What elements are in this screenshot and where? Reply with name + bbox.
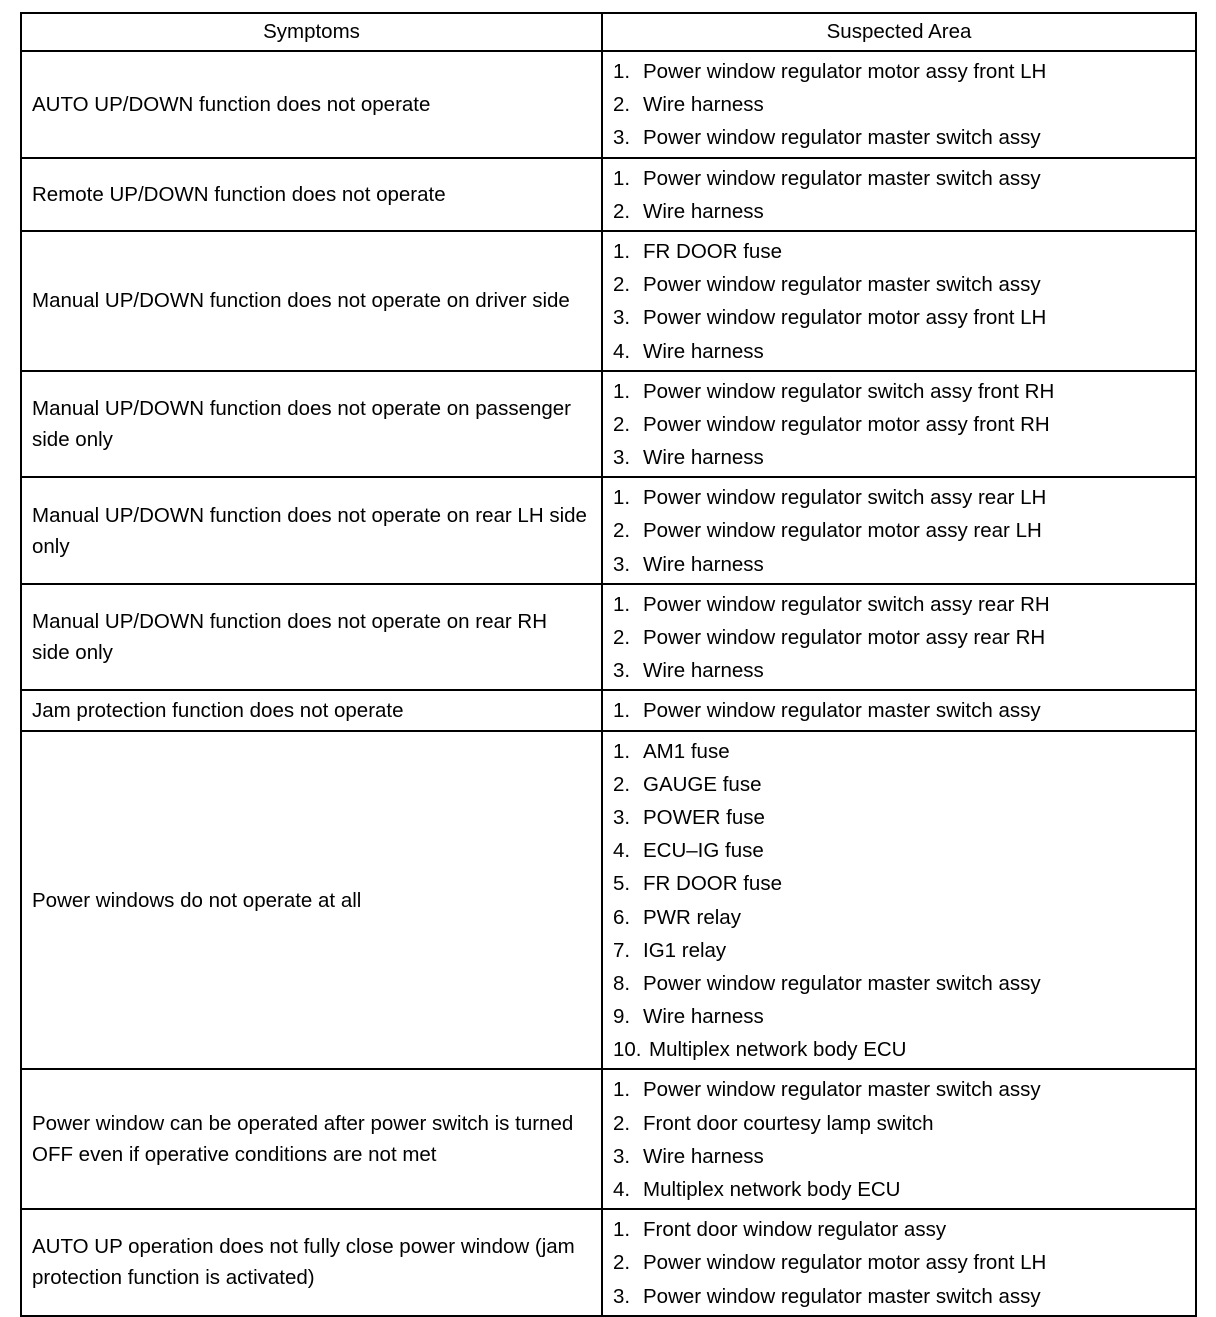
list-item	[613, 1107, 1195, 1140]
list-item-text: FR DOOR fuse	[643, 872, 782, 896]
list-item-number: 1.	[613, 486, 631, 510]
list-item-text: Power window regulator motor assy rear LH	[643, 519, 1042, 543]
list-item	[613, 654, 1195, 687]
list-item-number: 1.	[613, 699, 631, 723]
symptoms-table	[20, 12, 1197, 1317]
list-item-text: Wire harness	[643, 446, 764, 470]
suspected-area-list	[603, 52, 1195, 157]
list-item-text: AM1 fuse	[643, 739, 730, 763]
table-row	[21, 231, 1196, 371]
list-item	[613, 514, 1195, 547]
list-item-text: Wire harness	[643, 1144, 764, 1168]
list-item-number: 3.	[613, 1144, 631, 1168]
list-item-text: GAUGE fuse	[643, 772, 762, 796]
list-item-number: 7.	[613, 938, 631, 962]
list-item	[613, 1140, 1195, 1173]
list-item	[613, 967, 1195, 1000]
header-suspected-area: Suspected Area	[602, 13, 1196, 51]
list-item-text: Multiplex network body ECU	[643, 1178, 901, 1201]
list-item	[613, 934, 1195, 967]
list-item-text: Power window regulator motor assy front RH	[643, 412, 1050, 436]
symptom-cell: Manual UP/DOWN function does not operate on rear RH side only	[21, 584, 602, 691]
suspected-area-cell	[602, 231, 1196, 371]
list-item-text: IG1 relay	[643, 938, 727, 962]
list-item-number: 1.	[613, 166, 631, 190]
suspected-area-list	[603, 232, 1195, 370]
list-item	[613, 162, 1195, 195]
list-item	[613, 335, 1195, 368]
list-item	[613, 1033, 1195, 1066]
table-row	[21, 1069, 1196, 1209]
list-item-number: 3.	[613, 1284, 631, 1308]
list-item	[613, 694, 1195, 727]
list-item-text: Power window regulator motor assy front LH	[643, 60, 1047, 83]
table-row	[21, 371, 1196, 478]
symptom-cell: AUTO UP/DOWN function does not operate	[21, 51, 602, 158]
list-item-number: 4.	[613, 1178, 631, 1201]
list-item	[613, 801, 1195, 834]
list-item-number: 3.	[613, 306, 631, 330]
suspected-area-list	[603, 585, 1195, 690]
list-item	[613, 301, 1195, 334]
list-item	[613, 481, 1195, 514]
list-item-number: 3.	[613, 552, 631, 576]
list-item-number: 2.	[613, 412, 631, 436]
list-item-number: 1.	[613, 60, 631, 83]
suspected-area-cell	[602, 1069, 1196, 1209]
table-row	[21, 158, 1196, 231]
list-item	[613, 88, 1195, 121]
list-item-text: Power window regulator master switch assy	[643, 971, 1041, 995]
suspected-area-cell	[602, 477, 1196, 584]
suspected-area-list	[603, 691, 1195, 729]
list-item-number: 2.	[613, 772, 631, 796]
list-item	[613, 768, 1195, 801]
list-item-number: 1.	[613, 239, 631, 263]
suspected-area-cell	[602, 584, 1196, 691]
list-item-text: Power window regulator motor assy front LH	[643, 306, 1047, 330]
list-item-text: POWER fuse	[643, 805, 765, 829]
list-item	[613, 588, 1195, 621]
list-item-number: 2.	[613, 519, 631, 543]
list-item-text: Front door window regulator assy	[643, 1218, 947, 1242]
list-item-text: Wire harness	[643, 552, 764, 576]
list-item-text: Front door courtesy lamp switch	[643, 1111, 934, 1135]
list-item-number: 8.	[613, 971, 631, 995]
list-item-text: Power window regulator master switch assy	[643, 1284, 1041, 1308]
table-row	[21, 584, 1196, 691]
list-item-number: 3.	[613, 446, 631, 470]
symptom-cell: Manual UP/DOWN function does not operate on rear LH side only	[21, 477, 602, 584]
list-item-number: 10.	[613, 1038, 642, 1062]
header-row	[21, 13, 1196, 51]
table-row	[21, 51, 1196, 158]
suspected-area-cell	[602, 731, 1196, 1070]
list-item	[613, 1213, 1195, 1246]
symptom-cell: Power windows do not operate at all	[21, 731, 602, 1070]
list-item	[613, 1073, 1195, 1106]
list-item	[613, 834, 1195, 867]
list-item	[613, 121, 1195, 154]
list-item	[613, 375, 1195, 408]
list-item-text: Wire harness	[643, 659, 764, 683]
list-item	[613, 1246, 1195, 1279]
list-item-number: 3.	[613, 126, 631, 150]
list-item-number: 2.	[613, 93, 631, 117]
list-item	[613, 235, 1195, 268]
list-item-number: 3.	[613, 659, 631, 683]
list-item	[613, 901, 1195, 934]
list-item-text: Power window regulator motor assy front LH	[643, 1251, 1047, 1275]
list-item-text: Power window regulator master switch assy	[643, 699, 1041, 723]
list-item-number: 2.	[613, 273, 631, 297]
list-item	[613, 1280, 1195, 1313]
list-item-text: Power window regulator master switch assy	[643, 126, 1041, 150]
list-item	[613, 1000, 1195, 1033]
list-item	[613, 268, 1195, 301]
list-item-number: 1.	[613, 1218, 631, 1242]
list-item-text: Multiplex network body ECU	[649, 1038, 907, 1062]
list-item	[613, 195, 1195, 228]
suspected-area-cell	[602, 371, 1196, 478]
symptom-cell: Remote UP/DOWN function does not operate	[21, 158, 602, 231]
list-item	[613, 1173, 1195, 1206]
list-item-text: Wire harness	[643, 93, 764, 117]
suspected-area-cell	[602, 690, 1196, 730]
list-item-number: 6.	[613, 905, 631, 929]
list-item	[613, 621, 1195, 654]
list-item	[613, 55, 1195, 88]
list-item-number: 2.	[613, 1111, 631, 1135]
list-item-text: FR DOOR fuse	[643, 239, 782, 263]
suspected-area-list	[603, 372, 1195, 477]
symptom-cell: Jam protection function does not operate	[21, 690, 602, 730]
table-row	[21, 690, 1196, 730]
list-item-number: 5.	[613, 872, 631, 896]
list-item-text: Power window regulator motor assy rear RH	[643, 626, 1046, 649]
symptom-cell: Power window can be operated after power switch is turned OFF even if operative conditions are not met	[21, 1069, 602, 1209]
suspected-area-list	[603, 1070, 1195, 1208]
suspected-area-list	[603, 1210, 1195, 1315]
list-item-number: 2.	[613, 1251, 631, 1275]
list-item-number: 1.	[613, 1078, 631, 1102]
list-item-number: 9.	[613, 1005, 631, 1029]
list-item-text: Power window regulator switch assy front RH	[643, 379, 1055, 403]
suspected-area-list	[603, 159, 1195, 230]
list-item-text: Wire harness	[643, 1005, 764, 1029]
symptom-cell: AUTO UP operation does not fully close power window (jam protection function is activated)	[21, 1209, 602, 1316]
table-row	[21, 477, 1196, 584]
list-item-number: 3.	[613, 805, 631, 829]
list-item-number: 2.	[613, 626, 631, 649]
suspected-area-cell	[602, 51, 1196, 158]
symptom-cell: Manual UP/DOWN function does not operate on driver side	[21, 231, 602, 371]
list-item	[613, 735, 1195, 768]
list-item-number: 1.	[613, 592, 631, 616]
suspected-area-cell	[602, 1209, 1196, 1316]
list-item-text: Power window regulator switch assy rear RH	[643, 592, 1050, 616]
list-item	[613, 548, 1195, 581]
list-item-number: 1.	[613, 379, 631, 403]
suspected-area-list	[603, 478, 1195, 583]
symptom-cell: Manual UP/DOWN function does not operate on passenger side only	[21, 371, 602, 478]
table-row	[21, 1209, 1196, 1316]
list-item	[613, 408, 1195, 441]
header-symptoms: Symptoms	[21, 13, 602, 51]
list-item-text: Power window regulator master switch assy	[643, 273, 1041, 297]
table-row	[21, 731, 1196, 1070]
list-item-text: Power window regulator master switch assy	[643, 166, 1041, 190]
list-item-text: Wire harness	[643, 339, 764, 363]
list-item-text: Power window regulator switch assy rear LH	[643, 486, 1047, 510]
list-item-text: PWR relay	[643, 905, 741, 929]
list-item	[613, 441, 1195, 474]
list-item	[613, 867, 1195, 900]
list-item-text: Power window regulator master switch assy	[643, 1078, 1041, 1102]
list-item-text: Wire harness	[643, 199, 764, 223]
suspected-area-list	[603, 732, 1195, 1069]
suspected-area-cell	[602, 158, 1196, 231]
list-item-number: 1.	[613, 739, 631, 763]
list-item-number: 4.	[613, 839, 631, 863]
list-item-number: 4.	[613, 339, 631, 363]
list-item-text: ECU–IG fuse	[643, 839, 764, 863]
list-item-number: 2.	[613, 199, 631, 223]
